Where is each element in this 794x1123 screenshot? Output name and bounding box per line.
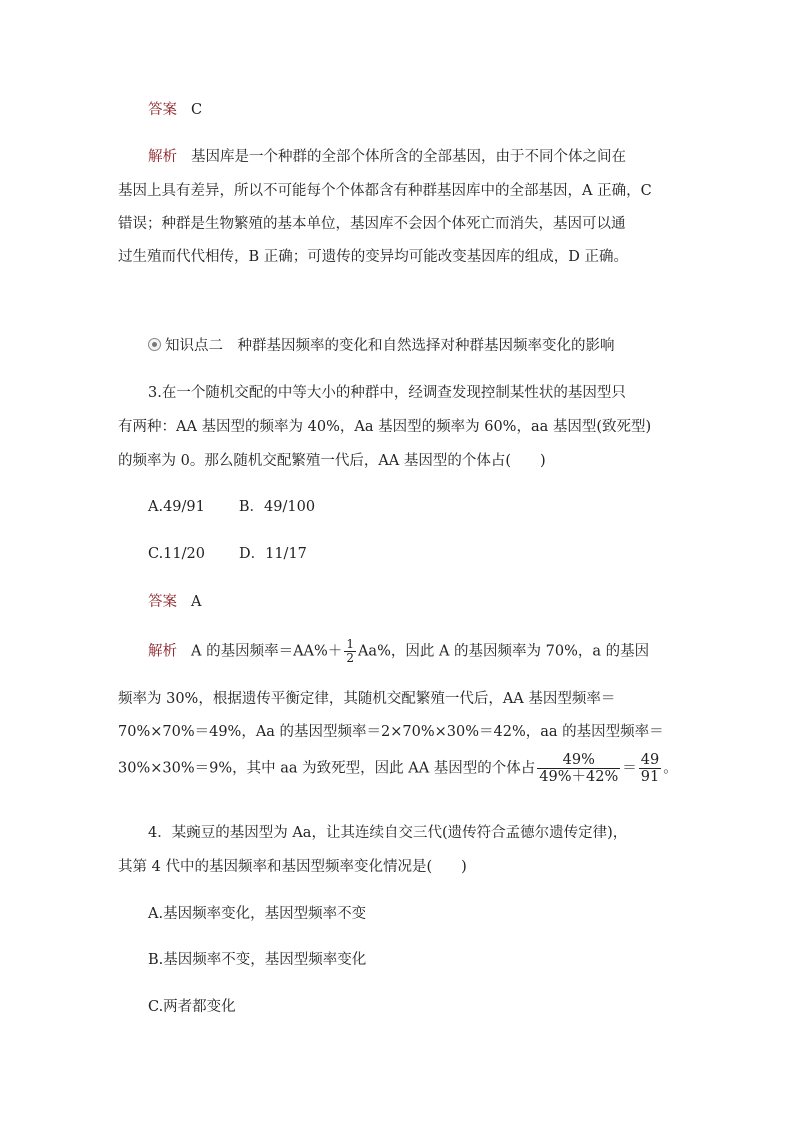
fraction-one-half [344,638,356,665]
option-b: B.基因频率不变，基因型频率变化 [148,952,367,968]
answer-value: C [191,102,203,118]
analysis-text: 70%×70%＝49%，Aa 的基因型频率＝2×70%×30%＝42%，aa 的基因型频率＝ [118,724,664,740]
option-a: A.基因频率变化，基因型频率不变 [148,906,367,922]
question-stem: 3.在一个随机交配的中等大小的种群中，经调查发现控制某性状的基因型只 [148,385,626,401]
question-stem: 的频率为 0。那么随机交配繁殖一代后，AA 基因型的个体占( ) [118,453,546,469]
analysis-text: 基因库是一个种群的全部个体所含的全部基因，由于不同个体之间在 [191,149,626,165]
option-b: B．49/100 [238,499,316,515]
analysis-text: 30%×30%＝9%，其中 aa 为致死型，因此 AA 基因型的个体占 [118,760,536,777]
analysis-text: 过生殖而代代相传，B 正确；可遗传的变异均可能改变基因库的组成，D 正确。 [118,249,628,265]
answer-line [148,101,202,119]
analysis-label: 解析 [148,643,177,660]
question-stem: 有两种：AA 基因型的频率为 40%，Aa 基因型的频率为 60%，aa 基因型(致死型) [118,419,652,435]
fraction-denominator: 2 [346,651,354,665]
fraction-numerator: 1 [346,637,354,651]
fraction-numerator: 49 [640,752,660,768]
fraction-49-over-91 [639,752,661,785]
option-d: D．11/17 [238,546,307,562]
analysis-text: 错误；种群是生物繁殖的基本单位，基因库不会因个体死亡而消失，基因可以通 [118,216,626,232]
analysis-line [148,148,626,166]
fraction-denominator: 91 [640,769,660,785]
analysis-text: Aa%，因此 A 的基因频率为 70%，a 的基因 [357,643,650,660]
option-a: A.49/91 [148,499,205,515]
target-circle-icon [148,338,161,351]
analysis-line [148,638,649,665]
knowledge-point-title: 知识点二 种群基因频率的变化和自然选择对种群基因频率变化的影响 [165,338,615,354]
fraction-numerator: 49% [562,752,595,768]
fraction-denominator: 49%＋42% [539,769,619,785]
option-c: C.两者都变化 [148,999,236,1015]
option-c: C.11/20 [148,546,205,562]
analysis-text: 基因上具有差异，所以不可能每个个体都含有种群基因库中的全部基因，A 正确，C [118,183,652,199]
options-row [148,498,315,516]
answer-label: 答案 [148,102,177,118]
analysis-label: 解析 [148,149,177,165]
answer-line [148,593,201,611]
answer-label: 答案 [148,594,177,610]
question-stem: 其第 4 代中的基因频率和基因型频率变化情况是( ) [118,859,467,875]
question-stem: 4．某豌豆的基因型为 Aa，让其连续自交三代(遗传符合孟德尔遗传定律)， [148,825,628,841]
end-mark: 。 [663,760,678,777]
analysis-text: 频率为 30%，根据遗传平衡定律，其随机交配繁殖一代后，AA 基因型频率＝ [118,691,616,707]
answer-value: A [191,594,202,610]
knowledge-point-heading [148,337,615,355]
analysis-text: A 的基因频率＝AA%＋ [191,643,343,660]
fraction-49-over-sum [537,752,620,785]
analysis-line [118,752,678,785]
options-row [148,545,307,563]
equals-sign: ＝ [622,760,637,777]
